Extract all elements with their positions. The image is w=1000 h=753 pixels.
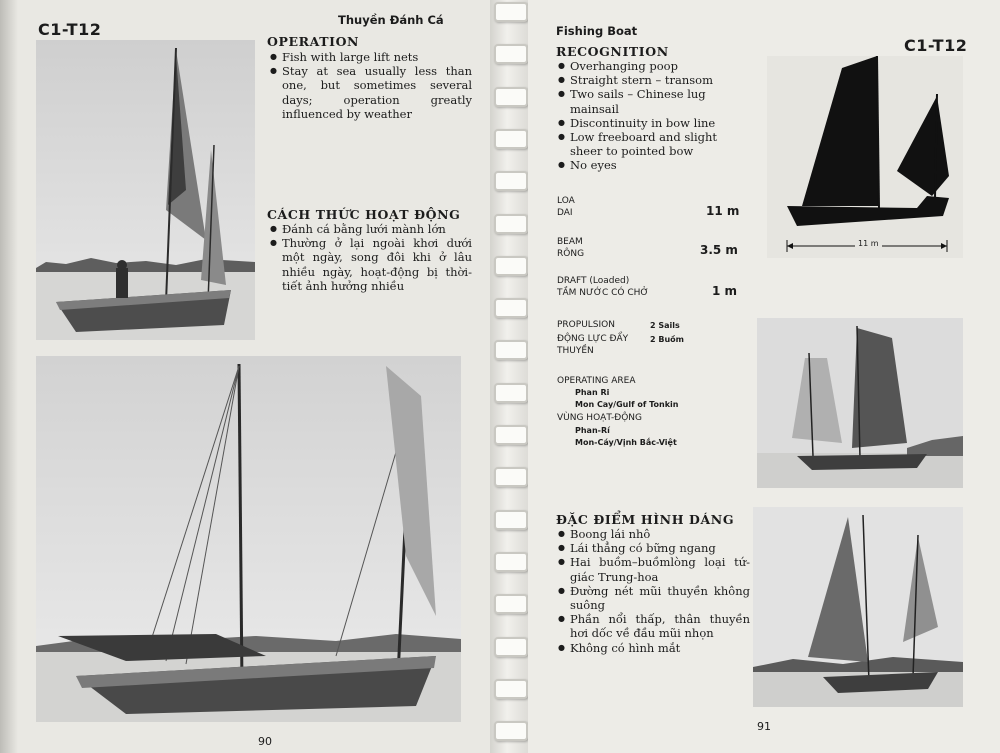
page-code: C1-T12 xyxy=(38,20,102,39)
loa-label: LOA xyxy=(557,196,575,206)
vn-features-heading: ĐẶC ĐIỂM HÌNH DÁNG xyxy=(556,512,735,527)
binding-ring xyxy=(494,467,528,487)
binding-ring xyxy=(494,510,528,530)
binding-ring xyxy=(494,340,528,360)
binding-ring xyxy=(494,637,528,657)
list-item: ● Overhanging poop xyxy=(558,59,748,73)
boat-photo-bottom xyxy=(36,356,461,722)
vn-features-list xyxy=(558,527,750,655)
binding-ring xyxy=(494,44,528,64)
binding-ring xyxy=(494,214,528,234)
beam-value: 3.5 m xyxy=(700,243,738,257)
binding-ring xyxy=(494,679,528,699)
recognition-list xyxy=(558,59,748,173)
list-item: ● Đường nét mũi thuyền không suông xyxy=(558,584,750,612)
propulsion-vn-label-2: THUYỀN xyxy=(557,346,594,356)
list-item: ● Phần nổi thấp, thân thuyền hơi dốc về đầu mũi nhọn xyxy=(558,612,750,640)
boat-photo-top xyxy=(36,40,255,340)
list-item: ● Thường ở lại ngoài khơi dưới một ngày, song đôi khi ở lâu nhiều ngày, hoạt-động bị thời-tiết ảnh hưởng nhiều xyxy=(270,236,472,293)
page-number: 91 xyxy=(757,720,771,733)
binding-ring xyxy=(494,425,528,445)
area-label: OPERATING AREA xyxy=(557,376,636,386)
list-item: ● Straight stern – transom xyxy=(558,73,748,87)
list-item: ● Two sails – Chinese lug mainsail xyxy=(558,87,748,115)
binding-ring xyxy=(494,383,528,403)
binding-ring xyxy=(494,256,528,276)
left-page xyxy=(0,0,490,753)
propulsion-vn-value: 2 Buồm xyxy=(650,335,684,344)
binding-ring xyxy=(494,721,528,741)
list-item: ● No eyes xyxy=(558,158,748,172)
silhouette-drawing xyxy=(767,56,963,258)
en-title: Fishing Boat xyxy=(556,24,638,38)
list-item: ● Boong lái nhô xyxy=(558,527,750,541)
vn-operation-heading: CÁCH THỨC HOẠT ĐỘNG xyxy=(267,207,461,222)
list-item: ● Stay at sea usually less than one, but sometimes several days; operation greatly influenced by weather xyxy=(270,64,472,121)
propulsion-label: PROPULSION xyxy=(557,320,615,330)
binding-ring xyxy=(494,594,528,614)
operation-list xyxy=(270,50,472,121)
binding-ring xyxy=(494,129,528,149)
draft-value: 1 m xyxy=(712,284,738,298)
area-item: Phan Ri xyxy=(575,388,610,397)
page-code: C1-T12 xyxy=(904,36,968,55)
binding-ring xyxy=(494,298,528,318)
list-item: ● Đánh cá bằng lưới mành lớn xyxy=(270,222,472,236)
beam-label: BEAM xyxy=(557,237,583,247)
binding-ring xyxy=(494,171,528,191)
list-item: ● Không có hình mắt xyxy=(558,641,750,655)
list-item: ● Hai buồm–buồmlòng loại tứ-giác Trung-hoa xyxy=(558,555,750,583)
list-item: ● Lái thẳng có bững ngang xyxy=(558,541,750,555)
list-item: ● Low freeboard and slight sheer to pointed bow xyxy=(558,130,748,158)
binding-ring xyxy=(494,2,528,22)
boat-photo-right-bottom xyxy=(753,507,963,707)
area-item: Mon Cay/Gulf of Tonkin xyxy=(575,400,679,409)
vn-operation-list xyxy=(270,222,472,293)
draft-label: DRAFT (Loaded) xyxy=(557,276,630,286)
loa-value: 11 m xyxy=(706,204,740,218)
vn-title: Thuyền Đánh Cá xyxy=(338,13,444,27)
area-vn-item: Phan-Rí xyxy=(575,426,610,435)
list-item: ● Discontinuity in bow line xyxy=(558,116,748,130)
silhouette-dimension: 11 m xyxy=(855,239,882,248)
list-item: ● Fish with large lift nets xyxy=(270,50,472,64)
loa-vn-label: DAI xyxy=(557,208,573,218)
propulsion-value: 2 Sails xyxy=(650,321,680,330)
page-number: 90 xyxy=(258,735,272,748)
area-vn-label: VÙNG HOẠT-ĐỘNG xyxy=(557,413,643,423)
draft-vn-label: TẦM NƯỚC CÓ CHỞ xyxy=(557,288,649,298)
propulsion-vn-label-1: ĐỘNG LỰC ĐẨY xyxy=(557,334,629,344)
right-page xyxy=(528,0,1000,753)
recognition-heading: RECOGNITION xyxy=(556,44,669,59)
binding-ring xyxy=(494,552,528,572)
page-edge-shadow xyxy=(0,0,18,753)
boat-photo-right-top xyxy=(757,318,963,488)
operation-heading: OPERATION xyxy=(267,34,360,49)
beam-vn-label: RÔNG xyxy=(557,249,585,259)
binding-ring xyxy=(494,87,528,107)
area-vn-item: Mon-Cáy/Vịnh Bắc-Việt xyxy=(575,438,677,447)
